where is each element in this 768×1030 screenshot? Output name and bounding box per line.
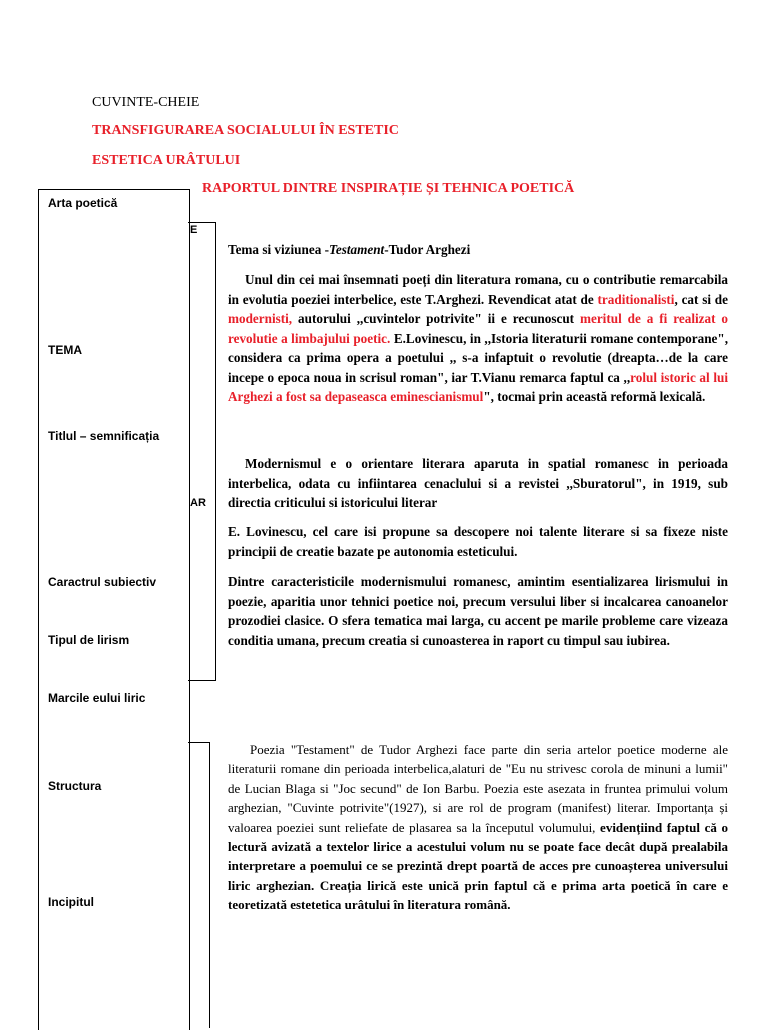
paragraph-testament: Poezia "Testament" de Tudor Arghezi face parte din seria artelor poetice moderne ale literaturii romane din perioada interbelica,alaturi de "Eu nu strivesc corola de minuni a lumii" de Lucian Blaga si "Joc secund" de Ion Barbu. Poezia este asezata in fruntea primului volum arghezian, "Cuvinte potrivite"(1927), si are rol de program (manifest) literar. Importanța și valoarea poeziei sunt reliefate de plasarea sa la începutul volumului, evidențiind faptul că o lectură avizată a textelor lirice a acestului volum nu se poate face decât după prealabila interpretare a poemului ce se prezintă drept poartă de acces pre cunoașterea universului liric arghezian. Creația lirică este unică prin faptul că e prima arta poetică în care e teoretizată estetetica urâtului în literatura română. — [228, 742, 729, 913]
sidebar-item-titlul: Titlul – semnificația — [48, 429, 160, 443]
section-heading: Tema si viziunea -Testament-Tudor Arghezi — [228, 242, 471, 257]
sidebar-item-tipul-lirism: Tipul de lirism — [48, 633, 130, 647]
sidebar-item-arta-poetica: Arta poetică — [48, 196, 118, 210]
sidebar-outline — [38, 189, 190, 1030]
keyword-3: RAPORTUL DINTRE INSPIRAȚIE ȘI TEHNICA POETICĂ — [202, 181, 575, 196]
fragment-e: E — [190, 224, 198, 236]
sidebar-item-structura: Structura — [48, 779, 102, 793]
keywords-label: CUVINTE-CHEIE — [92, 95, 200, 110]
sidebar-item-tema: TEMA — [48, 343, 82, 357]
paragraph-lovinescu: E. Lovinescu, cel care isi propune sa descopere noi talente literare si sa fixeze niste principii de creatie bazate pe autonomia esteticului. — [228, 524, 728, 559]
bracket-bottom — [188, 742, 210, 1028]
keyword-1: TRANSFIGURAREA SOCIALULUI ÎN ESTETIC — [92, 123, 399, 138]
paragraph-intro: Unul din cei mai însemnati poeți din literatura romana, cu o contributie remarcabila in evolutia poeziei interbelice, este T.Arghezi. Revendicat atat de traditionalisti, cat si de modernisti, autorului ,,cuvintelor potrivite" ii e recunoscut meritul de a fi realizat o revolutie a limbajului poetic. E.Lovinescu, in ,,Istoria literaturii romane contemporane", considera ca prima opera a poetului ,, s-a infaptuit o revolutie (dreapta…de la care incepe o epoca noua in scrisul roman", iar T.Vianu remarca faptul ca ,,rolul istoric al lui Arghezi a fost sa depaseasca eminescianismul", tocmai prin această reformă lexicală. — [228, 272, 729, 404]
keyword-2: ESTETICA URÂTULUI — [92, 153, 241, 168]
paragraph-modernism: Modernismul e o orientare literara aparuta in spatial romanesc in perioada interbelica, odata cu infiintarea cenaclului si a revistei ,,Sburatorul", in 1919, sub directia criticului si istoricului literar — [228, 456, 728, 510]
paragraph-caracteristici: Dintre caracteristicile modernismului romanesc, amintim esentializarea lirismului in poezie, aparitia unor tehnici poetice noi, precum versului liber si incalcarea canoanelor prozodiei clasice. O sfera tematica mai larga, cu accent pe marile probleme care vizeaza conditia umana, precum creatia si cunoasterea in raport cu timpul sau iubirea. — [228, 574, 728, 648]
bracket-top — [188, 222, 216, 681]
sidebar-item-incipitul: Incipitul — [48, 895, 94, 909]
fragment-ar: AR — [190, 497, 206, 509]
sidebar-item-caracter: Caractrul subiectiv — [48, 575, 157, 589]
sidebar-item-marcile: Marcile eului liric — [48, 691, 146, 705]
